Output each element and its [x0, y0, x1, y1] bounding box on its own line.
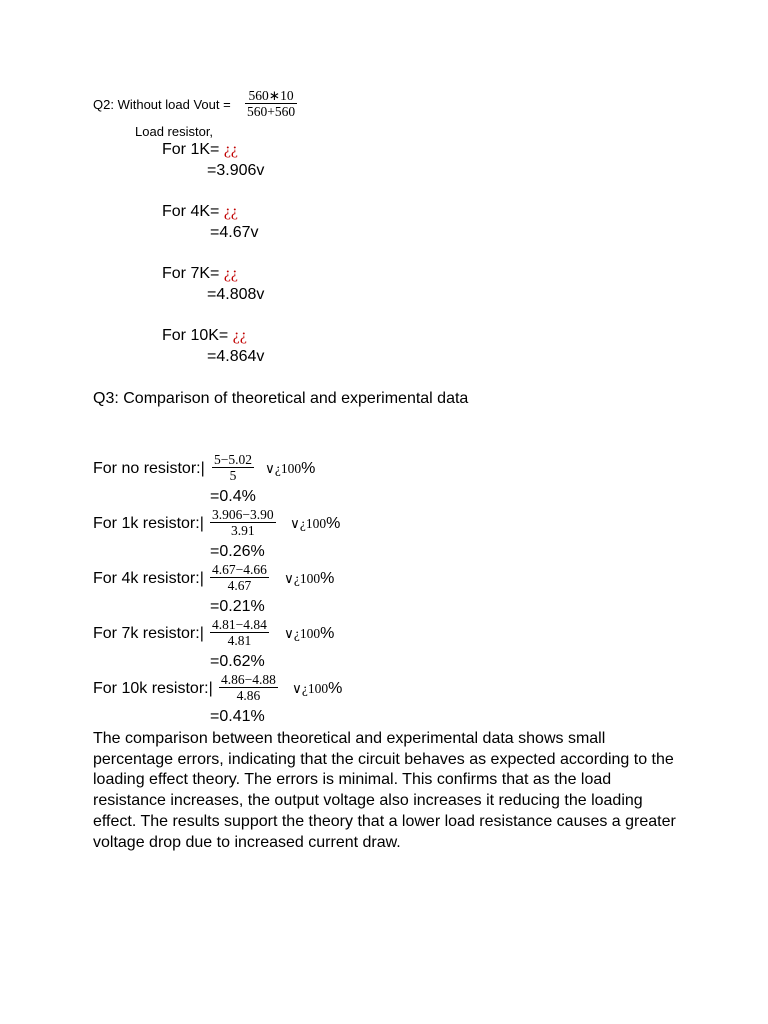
percent-error-fraction [210, 562, 269, 593]
q3-row-label: For no resistor:| [93, 460, 205, 477]
error-marker: ¿¿ [232, 327, 247, 344]
q2-fraction-numerator: 560∗10 [245, 88, 297, 104]
percent-error-fraction [210, 617, 269, 648]
q2-item-10k-result: =4.864v [207, 348, 265, 365]
q3-row-result: =0.21% [210, 598, 265, 615]
q3-row-result: =0.26% [210, 543, 265, 560]
q2-item-1k-label: For 1K= ¿¿ [162, 141, 239, 158]
q2-item-1k-result: =3.906v [207, 162, 265, 179]
percent-error-fraction [210, 507, 276, 538]
fraction-denominator: 4.81 [227, 633, 252, 648]
percent-suffix: ∨¿100% [265, 460, 316, 477]
percent-suffix: ∨¿100% [292, 680, 343, 697]
percent-suffix: ∨¿100% [284, 625, 335, 642]
error-marker: ¿¿ [223, 265, 239, 282]
q3-row-label: For 7k resistor:| [93, 625, 204, 642]
fraction-numerator: 4.81−4.84 [212, 617, 267, 632]
q3-title: Q3: Comparison of theoretical and experimental data [93, 390, 469, 407]
fraction-numerator: 3.906−3.90 [212, 507, 274, 522]
fraction-denominator: 5 [229, 468, 237, 483]
percent-suffix: ∨¿100% [290, 515, 341, 532]
q3-row-result: =0.4% [210, 488, 256, 505]
load-resistor-label: Load resistor, [135, 124, 214, 139]
fraction-numerator: 4.86−4.88 [221, 672, 276, 687]
q2-item-7k-label: For 7K= ¿¿ [162, 265, 239, 282]
q2-item-4k-result: =4.67v [210, 224, 259, 241]
q2-label: Q2: Without load Vout = [93, 97, 231, 112]
error-marker: ¿¿ [223, 141, 239, 158]
q2-fraction-denominator: 560+560 [247, 104, 296, 119]
q2-item-10k-label: For 10K= ¿¿ [162, 327, 247, 344]
q3-row-label: For 10k resistor:| [93, 680, 213, 697]
conclusion-paragraph: The comparison between theoretical and experimental data shows small percentage errors, indicating that the circuit behaves as expected according to the loading effect theory. The errors is minimal. This confirms that as the load resistance increases, the output voltage also increases it reducing the loading effect. The results support the theory that a lower load resistance causes a greater voltage drop due to increased current draw. [93, 730, 676, 851]
fraction-denominator: 3.91 [231, 523, 255, 538]
fraction-denominator: 4.86 [236, 688, 261, 703]
q3-row-result: =0.62% [210, 653, 265, 670]
q2-item-4k-label: For 4K= ¿¿ [162, 203, 239, 220]
fraction-numerator: 5−5.02 [214, 452, 252, 467]
q2-item-7k-result: =4.808v [207, 286, 265, 303]
percent-suffix: ∨¿100% [284, 570, 335, 587]
q3-row-label: For 4k resistor:| [93, 570, 204, 587]
q2-fraction [245, 88, 297, 119]
fraction-numerator: 4.67−4.66 [212, 562, 267, 577]
error-marker: ¿¿ [223, 203, 239, 220]
q3-row-result: =0.41% [210, 708, 265, 725]
percent-error-fraction [212, 452, 254, 483]
fraction-denominator: 4.67 [227, 578, 252, 593]
q3-row-label: For 1k resistor:| [93, 515, 204, 532]
percent-error-fraction [219, 672, 278, 703]
